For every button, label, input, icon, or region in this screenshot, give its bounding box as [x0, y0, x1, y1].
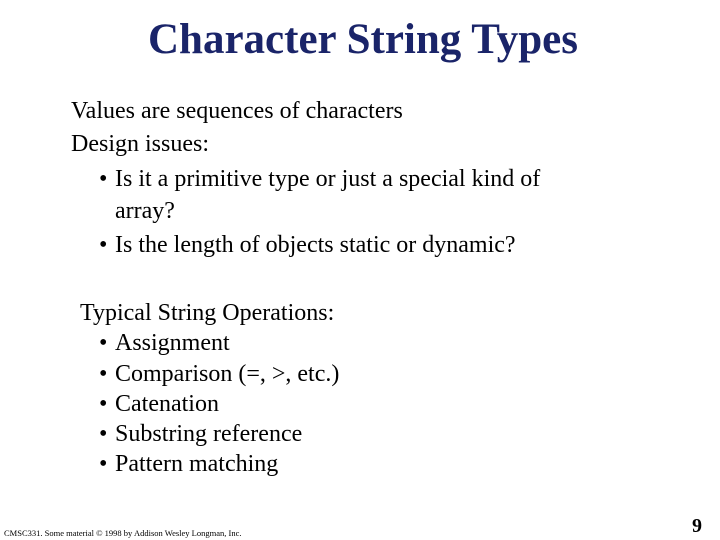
design-issue-item	[99, 164, 540, 194]
operation-text: Substring reference	[115, 421, 303, 447]
operations-heading: Typical String Operations:	[80, 300, 335, 326]
operation-text: Assignment	[115, 330, 230, 356]
bullet-icon: •	[99, 421, 108, 447]
operation-text: Pattern matching	[115, 451, 279, 477]
design-issue-continuation: array?	[115, 198, 175, 224]
footer-copyright-note: CMSC331. Some material © 1998 by Addison Wesley Longman, Inc.	[4, 528, 242, 538]
operation-text: Comparison (=, >, etc.)	[115, 361, 340, 387]
bullet-icon: •	[99, 361, 108, 387]
bullet-icon: •	[99, 391, 108, 417]
operation-text: Catenation	[115, 391, 219, 417]
operation-item	[99, 389, 219, 419]
bullet-icon: •	[99, 232, 108, 258]
operation-item	[99, 328, 230, 358]
operation-item	[99, 359, 339, 389]
operation-item	[99, 419, 302, 449]
design-issue-text: Is it a primitive type or just a special kind of	[115, 166, 541, 192]
slide-title: Character String Types	[148, 16, 578, 63]
intro-line-values: Values are sequences of characters	[71, 98, 403, 124]
design-issue-item	[99, 230, 516, 260]
bullet-icon: •	[99, 166, 108, 192]
design-issue-text: Is the length of objects static or dynamic?	[115, 232, 516, 258]
bullet-icon: •	[99, 330, 108, 356]
operation-item	[99, 449, 278, 479]
intro-line-design-issues: Design issues:	[71, 131, 209, 157]
page-number: 9	[692, 515, 702, 537]
bullet-icon: •	[99, 451, 108, 477]
